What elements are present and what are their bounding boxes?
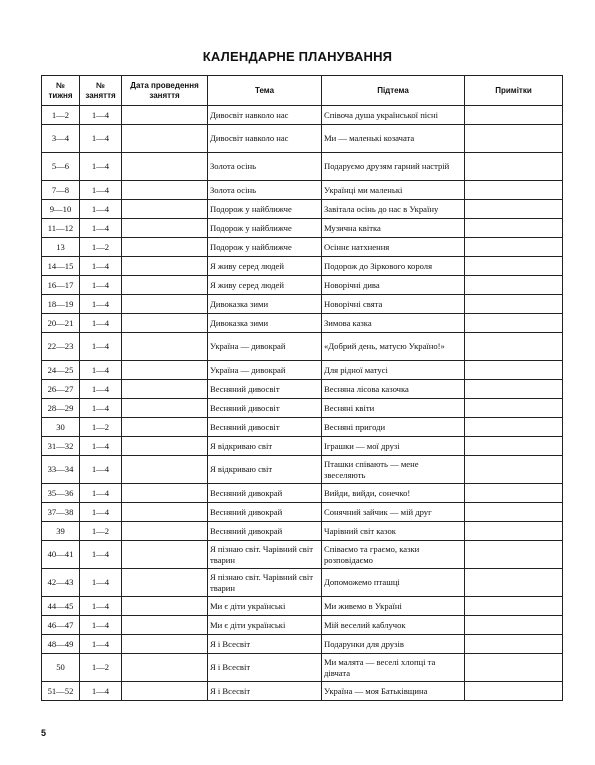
- subtheme-cell: Співаємо та граємо, казки розповідаємо: [322, 541, 465, 569]
- table-row: [42, 635, 563, 654]
- theme-cell: Золота осінь: [208, 181, 322, 200]
- lesson-cell: 1—2: [80, 654, 122, 682]
- lesson-cell: 1—4: [80, 399, 122, 418]
- table-row: [42, 257, 563, 276]
- theme-cell: Золота осінь: [208, 153, 322, 181]
- table-row: [42, 314, 563, 333]
- theme-cell: Україна — дивокрай: [208, 333, 322, 361]
- theme-cell: Я відкриваю світ: [208, 456, 322, 484]
- lesson-cell: 1—4: [80, 541, 122, 569]
- date-cell: [122, 484, 208, 503]
- theme-cell: Я і Всесвіт: [208, 654, 322, 682]
- notes-cell: [465, 418, 563, 437]
- page-number: 5: [41, 728, 47, 738]
- week-cell: 42—43: [42, 569, 80, 597]
- notes-cell: [465, 654, 563, 682]
- theme-cell: Весняний дивокрай: [208, 522, 322, 541]
- subtheme-cell: Подарунки для друзів: [322, 635, 465, 654]
- subtheme-cell: Пташки співають — мене звеселяють: [322, 456, 465, 484]
- date-cell: [122, 295, 208, 314]
- lesson-cell: 1—4: [80, 125, 122, 153]
- date-cell: [122, 522, 208, 541]
- table-row: [42, 522, 563, 541]
- table-row: [42, 597, 563, 616]
- date-cell: [122, 597, 208, 616]
- week-cell: 9—10: [42, 200, 80, 219]
- subtheme-cell: Весняна лісова казочка: [322, 380, 465, 399]
- table-row: [42, 333, 563, 361]
- date-cell: [122, 125, 208, 153]
- notes-cell: [465, 333, 563, 361]
- table-row: [42, 503, 563, 522]
- table-row: [42, 181, 563, 200]
- date-cell: [122, 399, 208, 418]
- table-row: [42, 295, 563, 314]
- notes-cell: [465, 200, 563, 219]
- notes-cell: [465, 437, 563, 456]
- date-cell: [122, 314, 208, 333]
- theme-cell: Я і Всесвіт: [208, 682, 322, 701]
- table-row: [42, 361, 563, 380]
- notes-cell: [465, 257, 563, 276]
- week-cell: 18—19: [42, 295, 80, 314]
- header-week: № тижня: [42, 76, 80, 106]
- date-cell: [122, 541, 208, 569]
- header-subtheme: Підтема: [322, 76, 465, 106]
- subtheme-cell: Чарівний світ казок: [322, 522, 465, 541]
- notes-cell: [465, 456, 563, 484]
- table-row: [42, 484, 563, 503]
- date-cell: [122, 181, 208, 200]
- week-cell: 33—34: [42, 456, 80, 484]
- calendar-plan-table: [41, 75, 563, 701]
- subtheme-cell: Ми живемо в Україні: [322, 597, 465, 616]
- lesson-cell: 1—4: [80, 484, 122, 503]
- notes-cell: [465, 380, 563, 399]
- lesson-cell: 1—4: [80, 380, 122, 399]
- theme-cell: Я пізнаю світ. Чарівний світ тварин: [208, 569, 322, 597]
- notes-cell: [465, 181, 563, 200]
- date-cell: [122, 418, 208, 437]
- notes-cell: [465, 238, 563, 257]
- theme-cell: Я відкриваю світ: [208, 437, 322, 456]
- week-cell: 22—23: [42, 333, 80, 361]
- lesson-cell: 1—4: [80, 314, 122, 333]
- table-row: [42, 153, 563, 181]
- lesson-cell: 1—4: [80, 616, 122, 635]
- week-cell: 28—29: [42, 399, 80, 418]
- date-cell: [122, 616, 208, 635]
- subtheme-cell: Мій веселий каблучок: [322, 616, 465, 635]
- date-cell: [122, 200, 208, 219]
- table-row: [42, 456, 563, 484]
- theme-cell: Весняний дивосвіт: [208, 380, 322, 399]
- theme-cell: Дивоказка зими: [208, 314, 322, 333]
- date-cell: [122, 219, 208, 238]
- week-cell: 11—12: [42, 219, 80, 238]
- lesson-cell: 1—4: [80, 635, 122, 654]
- week-cell: 1—2: [42, 106, 80, 125]
- lesson-cell: 1—2: [80, 238, 122, 257]
- notes-cell: [465, 295, 563, 314]
- theme-cell: Весняний дивокрай: [208, 484, 322, 503]
- subtheme-cell: «Добрий день, матусю Україно!»: [322, 333, 465, 361]
- lesson-cell: 1—4: [80, 257, 122, 276]
- table-row: [42, 276, 563, 295]
- subtheme-cell: Вийди, вийди, сонечко!: [322, 484, 465, 503]
- date-cell: [122, 569, 208, 597]
- date-cell: [122, 153, 208, 181]
- theme-cell: Я пізнаю світ. Чарівний світ тварин: [208, 541, 322, 569]
- lesson-cell: 1—2: [80, 418, 122, 437]
- table-row: [42, 380, 563, 399]
- notes-cell: [465, 484, 563, 503]
- subtheme-cell: Сонячний зайчик — мій друг: [322, 503, 465, 522]
- subtheme-cell: Весняні квіти: [322, 399, 465, 418]
- theme-cell: Я живу серед людей: [208, 257, 322, 276]
- table-row: [42, 541, 563, 569]
- lesson-cell: 1—4: [80, 569, 122, 597]
- subtheme-cell: Допоможемо пташці: [322, 569, 465, 597]
- week-cell: 48—49: [42, 635, 80, 654]
- notes-cell: [465, 522, 563, 541]
- subtheme-cell: Новорічні свята: [322, 295, 465, 314]
- subtheme-cell: Українці ми маленькі: [322, 181, 465, 200]
- table-row: [42, 125, 563, 153]
- table-row: [42, 654, 563, 682]
- page-title: КАЛЕНДАРНЕ ПЛАНУВАННЯ: [202, 49, 393, 64]
- subtheme-cell: Новорічні дива: [322, 276, 465, 295]
- theme-cell: Весняний дивосвіт: [208, 418, 322, 437]
- notes-cell: [465, 314, 563, 333]
- subtheme-cell: Весняні пригоди: [322, 418, 465, 437]
- date-cell: [122, 361, 208, 380]
- week-cell: 30: [42, 418, 80, 437]
- subtheme-cell: Осіннє натхнення: [322, 238, 465, 257]
- notes-cell: [465, 569, 563, 597]
- week-cell: 24—25: [42, 361, 80, 380]
- notes-cell: [465, 125, 563, 153]
- notes-cell: [465, 361, 563, 380]
- theme-cell: Ми є діти українські: [208, 616, 322, 635]
- lesson-cell: 1—4: [80, 276, 122, 295]
- lesson-cell: 1—4: [80, 437, 122, 456]
- theme-cell: Подорож у найближче: [208, 238, 322, 257]
- lesson-cell: 1—4: [80, 503, 122, 522]
- theme-cell: Дивоказка зими: [208, 295, 322, 314]
- week-cell: 13: [42, 238, 80, 257]
- table-row: [42, 616, 563, 635]
- week-cell: 20—21: [42, 314, 80, 333]
- theme-cell: Ми є діти українські: [208, 597, 322, 616]
- week-cell: 3—4: [42, 125, 80, 153]
- date-cell: [122, 333, 208, 361]
- week-cell: 51—52: [42, 682, 80, 701]
- table-row: [42, 682, 563, 701]
- table-row: [42, 200, 563, 219]
- subtheme-cell: Музична квітка: [322, 219, 465, 238]
- date-cell: [122, 635, 208, 654]
- table-header-row: [42, 76, 563, 106]
- week-cell: 35—36: [42, 484, 80, 503]
- date-cell: [122, 106, 208, 125]
- date-cell: [122, 503, 208, 522]
- theme-cell: Подорож у найближче: [208, 200, 322, 219]
- notes-cell: [465, 106, 563, 125]
- subtheme-cell: Ми — маленькі козачата: [322, 125, 465, 153]
- table-row: [42, 399, 563, 418]
- subtheme-cell: Подаруємо друзям гарний настрій: [322, 153, 465, 181]
- table-row: [42, 569, 563, 597]
- table-row: [42, 219, 563, 238]
- week-cell: 39: [42, 522, 80, 541]
- date-cell: [122, 257, 208, 276]
- theme-cell: Подорож у найближче: [208, 219, 322, 238]
- table-row: [42, 106, 563, 125]
- subtheme-cell: Завітала осінь до нас в Україну: [322, 200, 465, 219]
- week-cell: 44—45: [42, 597, 80, 616]
- theme-cell: Весняний дивокрай: [208, 503, 322, 522]
- week-cell: 46—47: [42, 616, 80, 635]
- lesson-cell: 1—4: [80, 200, 122, 219]
- subtheme-cell: Подорож до Зіркового короля: [322, 257, 465, 276]
- lesson-cell: 1—4: [80, 361, 122, 380]
- notes-cell: [465, 616, 563, 635]
- header-notes: Примітки: [465, 76, 563, 106]
- lesson-cell: 1—4: [80, 219, 122, 238]
- notes-cell: [465, 541, 563, 569]
- week-cell: 50: [42, 654, 80, 682]
- notes-cell: [465, 503, 563, 522]
- lesson-cell: 1—2: [80, 522, 122, 541]
- table-row: [42, 437, 563, 456]
- week-cell: 26—27: [42, 380, 80, 399]
- week-cell: 37—38: [42, 503, 80, 522]
- date-cell: [122, 437, 208, 456]
- notes-cell: [465, 597, 563, 616]
- table-row: [42, 418, 563, 437]
- header-theme: Тема: [208, 76, 322, 106]
- date-cell: [122, 456, 208, 484]
- subtheme-cell: Україна — моя Батьківщина: [322, 682, 465, 701]
- notes-cell: [465, 153, 563, 181]
- lesson-cell: 1—4: [80, 153, 122, 181]
- lesson-cell: 1—4: [80, 597, 122, 616]
- week-cell: 7—8: [42, 181, 80, 200]
- notes-cell: [465, 399, 563, 418]
- theme-cell: Весняний дивосвіт: [208, 399, 322, 418]
- lesson-cell: 1—4: [80, 456, 122, 484]
- notes-cell: [465, 635, 563, 654]
- lesson-cell: 1—4: [80, 181, 122, 200]
- lesson-cell: 1—4: [80, 682, 122, 701]
- theme-cell: Я живу серед людей: [208, 276, 322, 295]
- notes-cell: [465, 219, 563, 238]
- week-cell: 14—15: [42, 257, 80, 276]
- theme-cell: Я і Всесвіт: [208, 635, 322, 654]
- header-lesson: № заняття: [80, 76, 122, 106]
- theme-cell: Дивосвіт навколо нас: [208, 125, 322, 153]
- notes-cell: [465, 682, 563, 701]
- table-row: [42, 238, 563, 257]
- date-cell: [122, 654, 208, 682]
- subtheme-cell: Для рідної матусі: [322, 361, 465, 380]
- subtheme-cell: Іграшки — мої друзі: [322, 437, 465, 456]
- week-cell: 5—6: [42, 153, 80, 181]
- theme-cell: Дивосвіт навколо нас: [208, 106, 322, 125]
- subtheme-cell: Співоча душа української пісні: [322, 106, 465, 125]
- week-cell: 31—32: [42, 437, 80, 456]
- date-cell: [122, 682, 208, 701]
- lesson-cell: 1—4: [80, 333, 122, 361]
- date-cell: [122, 238, 208, 257]
- week-cell: 40—41: [42, 541, 80, 569]
- lesson-cell: 1—4: [80, 106, 122, 125]
- date-cell: [122, 380, 208, 399]
- week-cell: 16—17: [42, 276, 80, 295]
- subtheme-cell: Ми малята — веселі хлопці та дівчата: [322, 654, 465, 682]
- notes-cell: [465, 276, 563, 295]
- subtheme-cell: Зимова казка: [322, 314, 465, 333]
- theme-cell: Україна — дивокрай: [208, 361, 322, 380]
- date-cell: [122, 276, 208, 295]
- header-date: Дата проведення заняття: [122, 76, 208, 106]
- lesson-cell: 1—4: [80, 295, 122, 314]
